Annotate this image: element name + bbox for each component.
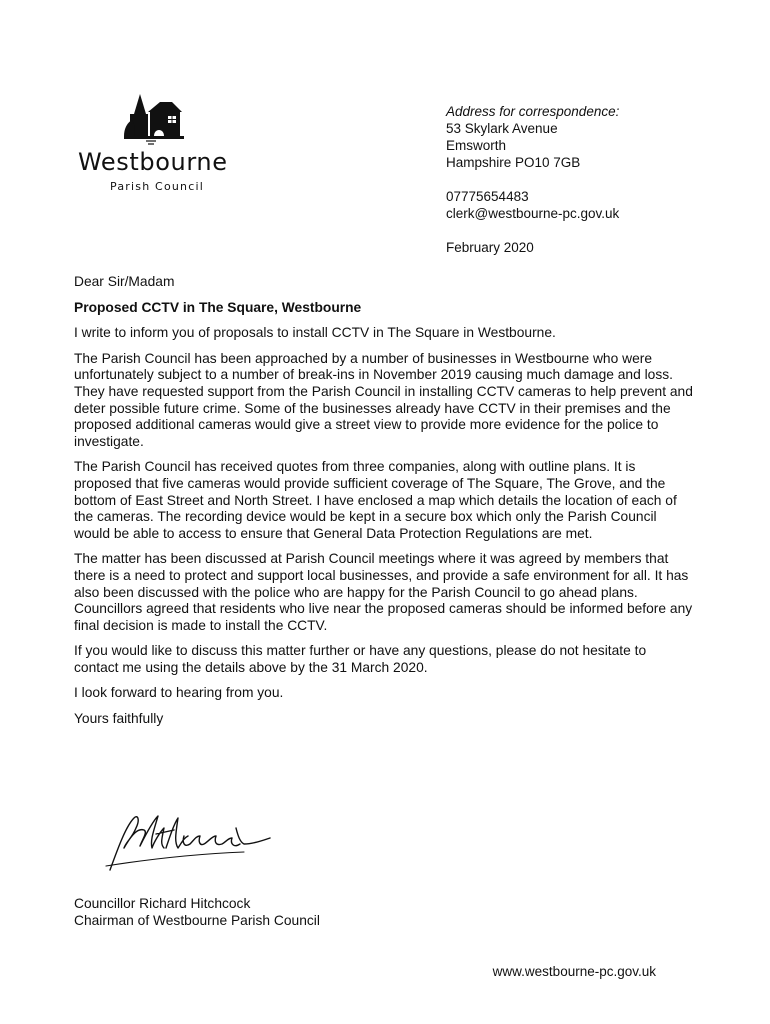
paragraph: The Parish Council has been approached by a number of businesses in Westbourne who were unfortunately subject to a number of break-ins in November 2019 causing much damage and loss. They have requested support from the Parish Council in installing CCTV cameras to help prevent and deter possible future crime. Some of the businesses already have CCTV in their premises and the proposed additional cameras would give a street view to provide more evidence for the police to investigate.: [74, 350, 693, 449]
address-spacer: [446, 171, 619, 188]
paragraph: If you would like to discuss this matter further or have any questions, please do not hesitate to contact me using the details above by the 31 March 2020.: [74, 643, 647, 675]
paragraph: The matter has been discussed at Parish Council meetings where it was agreed by members that there is a need to protect and support local businesses, and provide a safe environment for all. It has also been discussed with the police who are happy for the Parish Council to go ahead plans. Councillors agreed that residents who live near the proposed cameras should be informed before any final decision is made to install the CCTV.: [74, 551, 693, 633]
paragraph: I look forward to hearing from you.: [74, 685, 284, 701]
address-phone: 07775654483: [446, 189, 529, 204]
address-spacer: [446, 222, 619, 239]
address-county-postcode: Hampshire PO10 7GB: [446, 155, 581, 170]
address-email: clerk@westbourne-pc.gov.uk: [446, 206, 620, 221]
parish-council-logo: [76, 90, 246, 200]
footer-website[interactable]: www.westbourne-pc.gov.uk: [492, 964, 656, 979]
signatory-block: [74, 895, 320, 929]
logo-subtitle: Parish Council: [110, 180, 204, 193]
signatory-title: Chairman of Westbourne Parish Council: [74, 913, 320, 928]
address-street: 53 Skylark Avenue: [446, 121, 558, 136]
logo-name: Westbourne: [78, 148, 228, 176]
address-heading: Address for correspondence:: [446, 104, 620, 119]
letter-date: February 2020: [446, 240, 534, 255]
address-town: Emsworth: [446, 138, 507, 153]
handwritten-signature: [104, 808, 274, 883]
correspondence-address: [446, 103, 619, 256]
salutation: Dear Sir/Madam: [74, 274, 175, 289]
closing: Yours faithfully: [74, 711, 164, 727]
paragraph: The Parish Council has received quotes from three companies, along with outline plans. It is proposed that five cameras would provide sufficient coverage of The Square, The Grove, and the bottom of East Street and North Street. I have enclosed a map which details the location of each of the cameras. The recording device would be kept in a secure box which only the Parish Council would be able to access to ensure that General Data Protection Regulations are met.: [74, 459, 677, 541]
letter-subject: Proposed CCTV in The Square, Westbourne: [74, 299, 362, 315]
signatory-name: Councillor Richard Hitchcock: [74, 896, 251, 911]
paragraph: I write to inform you of proposals to install CCTV in The Square in Westbourne.: [74, 325, 556, 341]
letter-body: [74, 274, 694, 737]
church-house-icon: [124, 90, 190, 146]
